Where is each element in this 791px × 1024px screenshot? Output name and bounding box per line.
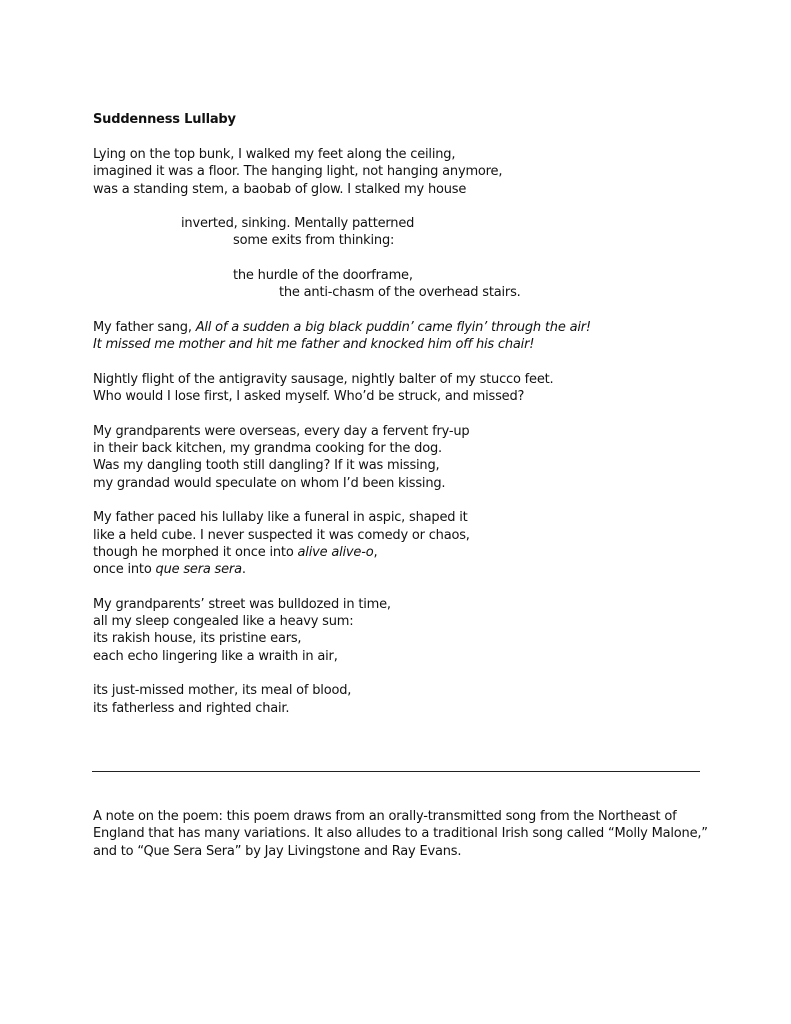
poem-line: My grandparents’ street was bulldozed in time, [93, 596, 391, 612]
poem-line: My father paced his lullaby like a funeral in aspic, shaped it [93, 510, 468, 526]
sung-lyric: It missed me mother and hit me father and knocked him off his chair! [93, 337, 535, 353]
poem-line [93, 336, 713, 353]
poem-line [93, 544, 713, 561]
poem-line [93, 561, 713, 578]
note-line: England that has many variations. It also alludes to a traditional Irish song called “Molly Malone,” [93, 826, 708, 842]
poem-line: the hurdle of the doorframe, [233, 268, 413, 284]
poem-line: Who would I lose first, I asked myself. Who’d be struck, and missed? [93, 389, 525, 405]
stanza-2 [93, 215, 713, 250]
stanza-4 [93, 319, 713, 354]
poem-line: Nightly flight of the antigravity sausage, nightly balter of my stucco feet. [93, 371, 554, 387]
stanza-6 [93, 423, 713, 492]
stanza-9 [93, 682, 713, 717]
horizontal-divider [92, 771, 700, 772]
sung-lyric: All of a sudden a big black puddin’ came flyin’ through the air! [195, 319, 591, 335]
poem-line: its rakish house, its pristine ears, [93, 631, 302, 647]
poem-line: My grandparents were overseas, every day a fervent fry-up [93, 423, 470, 439]
poem-line: the anti-chasm of the overhead stairs. [279, 285, 521, 301]
poem-line: Was my dangling tooth still dangling? If it was missing, [93, 458, 440, 474]
poem-line: all my sleep congealed like a heavy sum: [93, 614, 354, 630]
line-punctuation: , [373, 544, 378, 560]
poem-note [93, 808, 713, 860]
poem-line: like a held cube. I never suspected it was comedy or chaos, [93, 527, 470, 543]
line-text: My father sang, [93, 319, 196, 335]
line-punctuation: . [241, 562, 246, 578]
poem-line: was a standing stem, a baobab of glow. I stalked my house [93, 181, 467, 197]
poem-line: Lying on the top bunk, I walked my feet along the ceiling, [93, 147, 456, 162]
poem-line: some exits from thinking: [233, 233, 395, 249]
poem-line: each echo lingering like a wraith in air, [93, 648, 338, 664]
poem-body [93, 146, 713, 734]
stanza-5 [93, 371, 713, 406]
poem-title: Suddenness Lullaby [93, 112, 236, 127]
stanza-8 [93, 596, 713, 665]
poem-line [93, 319, 713, 336]
line-text: once into [93, 562, 156, 578]
italic-phrase: que sera sera [155, 562, 242, 578]
poem-line: in their back kitchen, my grandma cooking for the dog. [93, 441, 442, 457]
poem-line: imagined it was a floor. The hanging light, not hanging anymore, [93, 164, 503, 180]
poem-line: my grandad would speculate on whom I’d been kissing. [93, 475, 446, 491]
stanza-1 [93, 146, 713, 198]
note-line: A note on the poem: this poem draws from an orally-transmitted song from the Northeast of [93, 809, 677, 824]
poem-line: its just-missed mother, its meal of blood, [93, 683, 352, 699]
italic-phrase: alive alive-o [297, 544, 374, 560]
line-text: though he morphed it once into [93, 544, 298, 560]
stanza-7 [93, 509, 713, 578]
poem-line: inverted, sinking. Mentally patterned [181, 216, 415, 232]
poem-line: its fatherless and righted chair. [93, 700, 290, 716]
note-line: and to “Que Sera Sera” by Jay Livingstone and Ray Evans. [93, 843, 462, 859]
stanza-3 [93, 267, 713, 302]
